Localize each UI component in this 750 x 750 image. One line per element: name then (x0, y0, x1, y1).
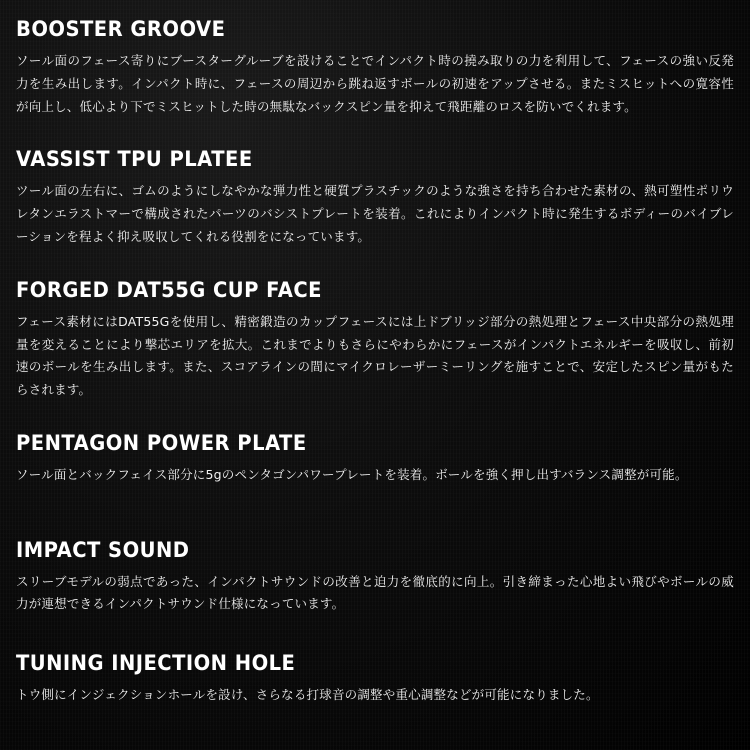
section-tuning-injection-hole (16, 652, 734, 707)
section-heading: IMPACT SOUND (16, 537, 190, 562)
section-body: ツール面の左右に、ゴムのようにしなやかな弾力性と硬質プラスチックのような強さを持ち合わせた素材の、熱可塑性ポリウレタンエラストマーで構成されたパーツのバシストプレートを装着。これによりインパクト時に発生するボディーのバイブレーションを程よく抑え吸収してくれる役割をになっています。 (16, 183, 734, 244)
section-heading: TUNING INJECTION HOLE (16, 651, 296, 676)
section-body: フェース素材にはDAT55Gを使用し、精密鍛造のカップフェースには上ドブリッジ部分の熱処理とフェース中央部分の熱処理量を変えることにより撃芯エリアを拡大。これまでよりもさらにやわらかにフェースがインパクトエネルギーを吸収し、前初速のボールを生み出します。また、スコアラインの間にマイクロレーザーミーリングを施すことで、安定したスピン量がもたらされます。 (16, 313, 734, 398)
section-forged-dat55g-cup-face (16, 279, 734, 402)
section-heading: BOOSTER GROOVE (16, 17, 226, 41)
section-heading: FORGED DAT55G CUP FACE (16, 277, 322, 302)
section-body: ソール面のフェース寄りにブースターグルーブを設けることでインパクト時の撓み取りの力を利用して、フェースの強い反発力を生み出します。インパクト時に、フェースの周辺から跳ね返すボールの初速をアップさせる。またミスヒットへの寛容性が向上し、低心より下でミスヒットした時の無駄なバックスピン量を抑えて飛距離のロスを防いでくれます。 (16, 53, 734, 114)
section-body: スリーブモデルの弱点であった、インパクトサウンドの改善と迫力を徹底的に向上。引き締まった心地よい飛びやボールの威力が連想できるインパクトサウンド仕様になっています。 (16, 573, 734, 612)
section-body: ソール面とバックフェイス部分に5gのペンタゴンパワープレートを装着。ボールを強く押し出すバランス調整が可能。 (16, 466, 688, 482)
section-vassist-tpu-platee (16, 148, 734, 248)
section-pentagon-power-plate (16, 432, 734, 487)
section-booster-groove (16, 18, 734, 118)
section-body: トウ側にインジェクションホールを設け、さらなる打球音の調整や重心調整などが可能になりました。 (16, 687, 599, 703)
section-impact-sound (16, 539, 734, 617)
section-heading: PENTAGON POWER PLATE (16, 430, 307, 455)
section-heading: VASSIST TPU PLATEE (16, 147, 253, 172)
